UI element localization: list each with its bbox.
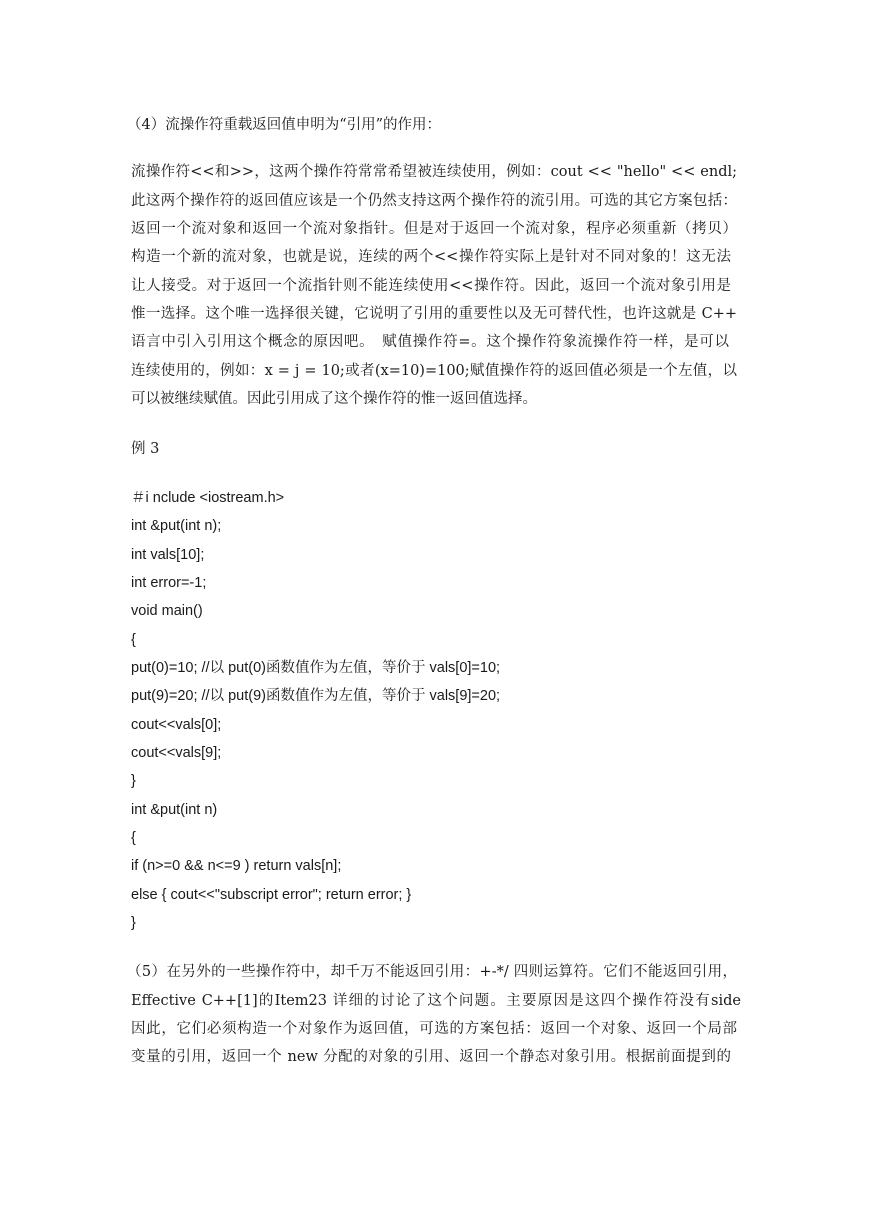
paragraph-line: 语言中引入引用这个概念的原因吧。 赋值操作符=。这个操作符象流操作符一样，是可以 [131,334,729,350]
paragraph-line: 流操作符<<和>>，这两个操作符常常希望被连续使用，例如：cout << "hello" << endl; [131,164,737,180]
paragraph-line: 此这两个操作符的返回值应该是一个仍然支持这两个操作符的流引用。可选的其它方案包括： [131,193,737,209]
paragraph-line: Effective C++[1]的Item23 详细的讨论了这个问题。主要原因是这四个操作符没有side [131,993,741,1009]
code-line: { [131,830,136,846]
code-line: int error=-1; [131,575,207,591]
code-line: ＃i nclude <iostream.h> [131,490,285,506]
paragraph-line: 惟一选择。这个唯一选择很关键，它说明了引用的重要性以及无可替代性，也许这就是 C++ [131,306,737,322]
paragraph-line: 构造一个新的流对象，也就是说，连续的两个<<操作符实际上是针对不同对象的！这无法 [131,249,731,265]
section-4-heading: （4）流操作符重载返回值申明为“引用”的作用： [127,117,442,133]
paragraph-line: 让人接受。对于返回一个流指针则不能连续使用<<操作符。因此，返回一个流对象引用是 [131,278,731,294]
code-line: put(9)=20; //以 put(9)函数值作为左值，等价于 vals[9]=20; [131,688,501,704]
paragraph-line: 返回一个流对象和返回一个流对象指针。但是对于返回一个流对象，程序必须重新（拷贝） [131,221,737,237]
code-line: int &put(int n); [131,518,222,534]
code-line: cout<<vals[0]; [131,717,222,733]
paragraph-line: 因此，它们必须构造一个对象作为返回值，可选的方案包括：返回一个对象、返回一个局部 [131,1021,737,1037]
paragraph-line: 变量的引用，返回一个 new 分配的对象的引用、返回一个静态对象引用。根据前面提到的 [131,1049,731,1065]
code-line: put(0)=10; //以 put(0)函数值作为左值，等价于 vals[0]=10; [131,660,501,676]
code-line: void main() [131,603,203,619]
code-line: cout<<vals[9]; [131,745,222,761]
code-line: } [131,773,136,789]
code-line: if (n>=0 && n<=9 ) return vals[n]; [131,858,342,874]
code-line: int &put(int n) [131,802,218,818]
paragraph-line: 连续使用的，例如：x = j = 10;或者(x=10)=100;赋值操作符的返回值必须是一个左值，以 [131,363,737,379]
code-line: else { cout<<"subscript error"; return error; } [131,887,412,903]
paragraph-line: （5）在另外的一些操作符中，却千万不能返回引用：+-*/ 四则运算符。它们不能返回引用， [127,964,737,980]
code-line: { [131,632,136,648]
code-line: } [131,915,136,931]
code-line: int vals[10]; [131,547,205,563]
example-label: 例 3 [131,441,160,457]
paragraph-line: 可以被继续赋值。因此引用成了这个操作符的惟一返回值选择。 [131,391,537,407]
